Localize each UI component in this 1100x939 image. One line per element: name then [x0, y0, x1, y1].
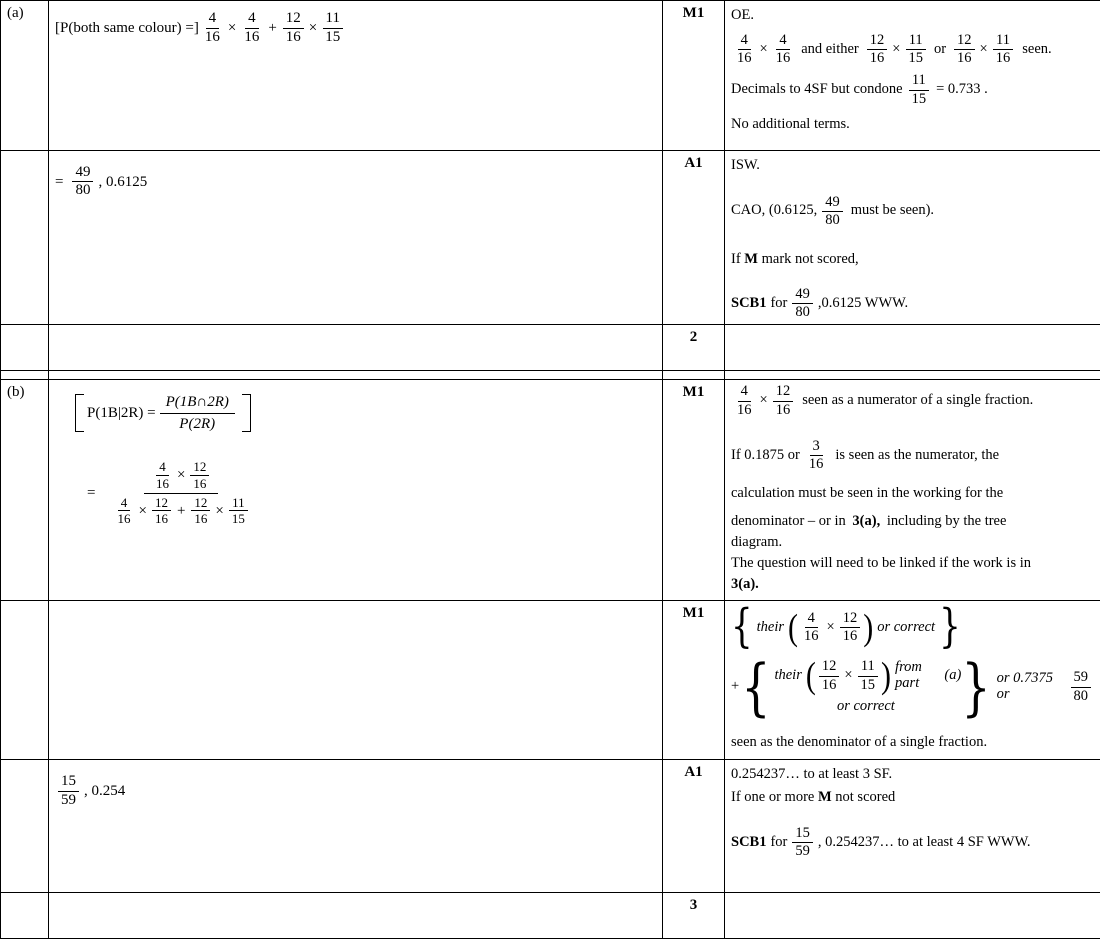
part-label-a: (a) [1, 1, 49, 151]
fraction-12-16-den: $\frac{12}{16}$ [152, 496, 171, 526]
mark-b-main: M1 [663, 380, 725, 601]
mark-total-b: 3 [663, 893, 725, 939]
note-if-m-not-scored: If M mark not scored, [731, 249, 1094, 270]
note-b2-their-first: { their ( $\frac{4}{16}$ × $\frac{12}{16}$ ) or correct } [731, 611, 961, 644]
fraction-49-80-note: $\frac{49}{80}$ [822, 195, 843, 228]
notes-b-answer [725, 759, 1100, 893]
part-label-b-second-blank [1, 600, 49, 759]
fraction-12-16-their: $\frac{12}{16}$ [840, 611, 861, 644]
fraction-3-16-note: $\frac{3}{16}$ [806, 439, 827, 472]
note-isw: ISW. [731, 155, 1094, 176]
note-oe: OE. [731, 5, 1094, 26]
compound-numerator: $\frac{4}{16}$ × $\frac{12}{16}$ [144, 460, 218, 493]
note-b-linked: The question will need to be linked if the work is in [731, 553, 1094, 574]
fraction-12-16-note-e: $\frac{12}{16}$ [954, 33, 975, 66]
table-row-a-total [1, 325, 1100, 371]
multiply-sign-note-3: × [980, 42, 988, 58]
mark-b-second: M1 [663, 600, 725, 759]
plus-sign: + [268, 20, 276, 37]
fraction-49-80-answer: $\frac{49}{80}$ [72, 165, 93, 200]
fraction-4-16-den: $\frac{4}{16}$ [114, 496, 133, 526]
note-b-numerator: $\frac{4}{16}$ × $\frac{12}{16}$ seen as a numerator of a single fraction. [731, 384, 1033, 417]
note-b-scb1: SCB1 for $\frac{15}{59}$ , 0.254237… to at least 4 SF WWW. [731, 826, 1031, 859]
note-decimals-4sf: Decimals to 4SF but condone $\frac{11}{15}$ = 0.733 . [731, 73, 988, 106]
notes-b-second [725, 600, 1100, 759]
mark-a-answer: A1 [663, 150, 725, 325]
note-a-acceptable-products [731, 33, 1052, 66]
fraction-4-16-their: $\frac{4}{16}$ [801, 611, 822, 644]
fraction-12-16: $\frac{12}{16}$ [283, 11, 304, 46]
working-b-answer [49, 759, 663, 893]
decimal-answer-b: , 0.254 [84, 783, 125, 800]
table-row-a-answer [1, 150, 1100, 325]
sep-1 [1, 371, 49, 380]
table-row-a-main [1, 1, 1100, 151]
part-a-reference: (a) [944, 668, 961, 684]
fraction-4-16-note-a: $\frac{4}{16}$ [734, 33, 755, 66]
fraction-11-15-den: $\frac{11}{15}$ [229, 496, 248, 526]
fraction-11-15-note-d: $\frac{11}{15}$ [905, 33, 926, 66]
mark-a-main: M1 [663, 1, 725, 151]
fraction-59-80: $\frac{59}{80}$ [1071, 670, 1092, 703]
compound-denominator: $\frac{4}{16}$ × $\frac{12}{16}$ + $\frac{12}{16}$ × $\frac{11}{15}$ [105, 494, 256, 526]
notes-a-main [725, 1, 1100, 151]
left-paren-1: ( [788, 613, 798, 643]
note-b-0.1875: If 0.1875 or $\frac{3}{16}$ is seen as the numerator, the [731, 439, 999, 472]
equals-sign-b: = [87, 485, 95, 502]
multiply-sign-2: × [309, 20, 317, 37]
part-label-a-answer-blank [1, 150, 49, 325]
fraction-11-15-decimal: $\frac{11}{15}$ [909, 73, 930, 106]
fraction-prob-intersection-over-prob-2r: $\frac{P(1B\cap 2R)}{P(2R)}$ [160, 394, 235, 432]
decimal-answer-a: , 0.6125 [98, 174, 147, 191]
multiply-sign-note-1: × [760, 42, 768, 58]
a-total-notes-blank [725, 325, 1100, 371]
fraction-12-16-den-2: $\frac{12}{16}$ [191, 496, 210, 526]
note-no-additional-terms: No additional terms. [731, 114, 1094, 135]
fraction-11-15-their: $\frac{11}{15}$ [858, 659, 879, 692]
fraction-4-16-first: $\frac{4}{16}$ [202, 11, 223, 46]
fraction-11-16-note-f: $\frac{11}{16}$ [993, 33, 1014, 66]
fraction-4-16-num: $\frac{4}{16}$ [153, 460, 172, 490]
a-total-label-blank [1, 325, 49, 371]
right-paren-1: ) [863, 613, 873, 643]
a-total-work-blank [49, 325, 663, 371]
notes-b-main [725, 380, 1100, 601]
conditional-probability-formula [75, 394, 251, 432]
scb1-label-b: SCB1 [731, 835, 766, 851]
equals-sign-a: = [55, 174, 63, 191]
table-row-b-main [1, 380, 1100, 601]
note-b2-denominator: seen as the denominator of a single fraction. [731, 732, 1094, 753]
sep-4 [725, 371, 1100, 380]
table-row-b-second [1, 600, 1100, 759]
fraction-12-16-num: $\frac{12}{16}$ [190, 460, 209, 490]
multiply-sign-note-2: × [892, 42, 900, 58]
sep-3 [663, 371, 725, 380]
notes-a-answer [725, 150, 1100, 325]
working-a-main [49, 1, 663, 151]
left-square-bracket [75, 394, 84, 432]
multiply-sign: × [228, 20, 236, 37]
note-cao: CAO, (0.6125, $\frac{49}{80}$ must be seen). [731, 195, 934, 228]
note-b-3a: 3(a). [731, 574, 1094, 595]
note-b-calculation: calculation must be seen in the working for the [731, 483, 1094, 504]
fraction-4-16-note-b1: $\frac{4}{16}$ [734, 384, 755, 417]
note-seen: seen. [1022, 42, 1051, 58]
part-label-b: (b) [1, 380, 49, 601]
fraction-4-16-second: $\frac{4}{16}$ [241, 11, 262, 46]
fraction-11-15: $\frac{11}{15}$ [322, 11, 343, 46]
fraction-12-16-note-c: $\frac{12}{16}$ [867, 33, 888, 66]
fraction-49-80-scb1: $\frac{49}{80}$ [792, 287, 813, 320]
compound-fraction-b [105, 460, 256, 526]
fraction-15-59-answer: $\frac{15}{59}$ [58, 774, 79, 809]
part-label-b-answer-blank [1, 759, 49, 893]
note-b2-their-second: + { their ( $\frac{12}{16}$ × $\frac{11}{15}$ ) from part (a) or correct } or 0.7375 or $\frac{59}{80}$ [731, 659, 1094, 714]
left-curly-brace-2: { [741, 662, 770, 712]
working-a-answer [49, 150, 663, 325]
scb1-label: SCB1 [731, 296, 766, 312]
right-square-bracket [242, 394, 251, 432]
fraction-12-16-note-b1: $\frac{12}{16}$ [773, 384, 794, 417]
conditional-prob-lhs: P(1B|2R) = [87, 405, 156, 422]
section-separator [1, 371, 1100, 380]
fraction-15-59-scb1: $\frac{15}{59}$ [792, 826, 813, 859]
mark-b-answer: A1 [663, 759, 725, 893]
sep-2 [49, 371, 663, 380]
right-curly-brace-1: } [939, 609, 961, 646]
note-and-either: and either [801, 42, 859, 58]
right-curly-brace-2: } [961, 662, 990, 712]
table-row-b-answer [1, 759, 1100, 893]
working-b-main [49, 380, 663, 601]
mark-total-a: 2 [663, 325, 725, 371]
right-paren-2: ) [881, 661, 891, 691]
left-curly-brace-1: { [731, 609, 753, 646]
fraction-12-16-their-2: $\frac{12}{16}$ [819, 659, 840, 692]
note-or: or [934, 42, 946, 58]
note-scb1-a: SCB1 for $\frac{49}{80}$ ,0.6125 WWW. [731, 287, 908, 320]
note-b-denominator: denominator – or in 3(a), including by the tree [731, 511, 1094, 532]
fraction-4-16-note-b: $\frac{4}{16}$ [773, 33, 794, 66]
working-b-second-blank [49, 600, 663, 759]
note-b-diagram: diagram. [731, 532, 1094, 553]
or-correct-label: or correct [837, 699, 895, 715]
prob-same-colour-lead: [P(both same colour) =] [55, 20, 199, 37]
note-b-3sf: 0.254237… to at least 3 SF. [731, 764, 1094, 785]
left-paren-2: ( [806, 661, 816, 691]
note-b-if-one-m: If one or more M not scored [731, 787, 1094, 808]
